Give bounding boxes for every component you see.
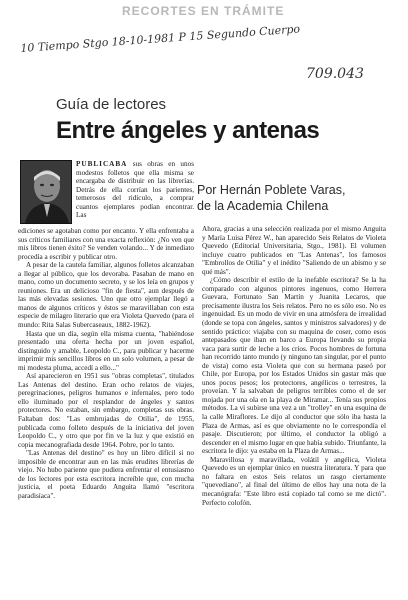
paragraph: A pesar de la cautela familiar, algunos folletos alcanzaban a llegar al público, que los devoraba. Pasaban de mano en mano, como un documento secreto, y se los leía en grupos y reuniones. Era un delicioso "fin de fiesta", aun después de las más elevadas sesiones. Uno que otro ejemplar llegó a manos de algunos críticos y éstos se maravillaban con esta especie de milagro literario que era Violeta Quevedo (para el mundo: Rita Salas Subercaseaux, 1882-1962).	[18, 261, 194, 330]
paragraph: Ahora, gracias a una selección realizada por el mismo Anguita y María Luisa Pérez W., han aparecido Seis Relatos de Violeta Quevedo (Editorial Universitaria, Stgo., 1981). El volumen incluye cuatro publicados en "Las Antenas", los famosos "Embrollos de Otilia" y el inédito "Saliendo de un abismo y se qué más".	[202, 225, 386, 276]
byline-affiliation: de la Academia Chilena	[197, 199, 329, 213]
author-portrait-photo	[20, 160, 72, 224]
intro-text: sus obras en unos modestos folletos que ella misma se encargaba de distribuir en las librerías. Detrás de ella corrían los parientes, temerosos del ridículo, a comprar cuantos ejemplares podían encontrar. Las	[76, 160, 195, 220]
paragraph: "Las Antenas del destino" es hoy un libro difícil si no imposible de encontrar aun en las más erudites librerías de viejo. No hubo pariente que pudiera enfrentar el entusiasmo de los lectores por esta escritora increíble que, con mucha justicia, el poeta Eduardo Anguita llamó "escritora paradisíaca".	[18, 449, 194, 500]
paragraph: Hasta que un día, según ella misma cuenta, "habiéndose presentado una oferta hecha por un joven español, distinguido y amable, Leopoldo C., para publicar y hacerme imprimir mis sencillos libros en un solo volumen, a pesar de mi modesta pluma, accedí a ello..."	[18, 329, 194, 372]
intro-paragraph	[76, 160, 194, 220]
handwritten-source-annotation: 10 Tiempo Stgo 18-10-1981 P 15 Segundo Cuerpo	[20, 22, 301, 55]
byline-author: Por Hernán Poblete Varas,	[197, 183, 346, 197]
lead-word: PUBLICABA	[76, 160, 128, 168]
paragraph: Así aparecieron en 1951 sus "obras completas", titulados Las Antenas del destino. Eran ocho relatos de viajes, peregrinaciones, peligros humanos e infernales, pero todo ello iluminado por el resplandor de ángeles y santos protectores. No estaban, sin embargo, completas sus obras. Faltaban dos: "Las embrujadas de Otilia", de 1955, publicada como folleto después de la iniciativa del joven Leopoldo C., y otro que por fin ve la luz y que existió en copia mecanografiada desde 1964. Pobre, por lo tanto.	[18, 372, 194, 449]
article-column-1	[18, 227, 194, 501]
paragraph: ¿Cómo describir el estilo de la inefable escritora? Se la ha comparado con algunos pintores ingenuos, como Herrera Guevara, Fortunato San Martín y Juanita Lecaros, que precisamente ilustra los Seis relatos. Pero no es sólo eso. No es ingenuidad. Es un modo de vivir en una atmósfera de irrealidad (donde se topa con ángeles, santos y ministros salvadores) y de sentido práctico: viajaba con su maquina de coser, como esos antepasados que iban en barco a Europa llevando su propia vaca para surtir de leche a los críos. Pocos hombres de fortuna han recorrido tanto mundo (y ninguno tan singular, por el punto de vista) como esta Violeta que con su hermana paseó por Chile, por Europa, por los Estados Unidos sin gastar más que unos pocos pesos; los protectores, angélicos o terrestres, la proveían. Y la salvaban de peligros terribles como el de ser mojada por una ola en la playa de Miramar... Tenía sus propios métodos. La vi subirse una vez a un "trolley" en una esquina de la calle Miraflores. Le dijo al conductor que sólo iba hasta la Plaza de Armas, así es que obviamente no le correspondía el pasaje. Discutieron; por último, el conductor la obligó a descender en el mismo lugar en que había subido. Triunfante, la escritora le dijo: ya estaba en la Plaza de Armas...	[202, 276, 386, 456]
paragraph: ediciones se agotaban como por encanto. Y ella enfrentaba a sus críticos familiares con una exacta reflexión: ¿No ven que mis libros tienen éxito? Se venden volando... Y de inmediato procedía a escribir y publicar otro.	[18, 227, 194, 261]
article-column-1-intro	[76, 160, 194, 220]
article-title: Entre ángeles y antenas	[56, 117, 320, 144]
handwritten-reference-number: 709.043	[306, 66, 364, 82]
portrait-image	[21, 161, 71, 223]
paragraph: Maravillosa y maravillada, volátil y angélica, Violeta Quevedo es un ejemplar único en nuestra literatura. Y para que no faltara en estos Seis relatos un rasgo ciertamente "quevediano", al final del último de ellos hay una nota de la mecanógrafa: "Este libro está copiado tal como se me dictó". Perfecto colofón.	[202, 455, 386, 507]
archive-stamp: RECORTES EN TRÁMITE	[122, 4, 285, 18]
section-heading: Guía de lectores	[56, 96, 167, 113]
byline	[197, 182, 345, 214]
article-column-2	[202, 225, 386, 507]
